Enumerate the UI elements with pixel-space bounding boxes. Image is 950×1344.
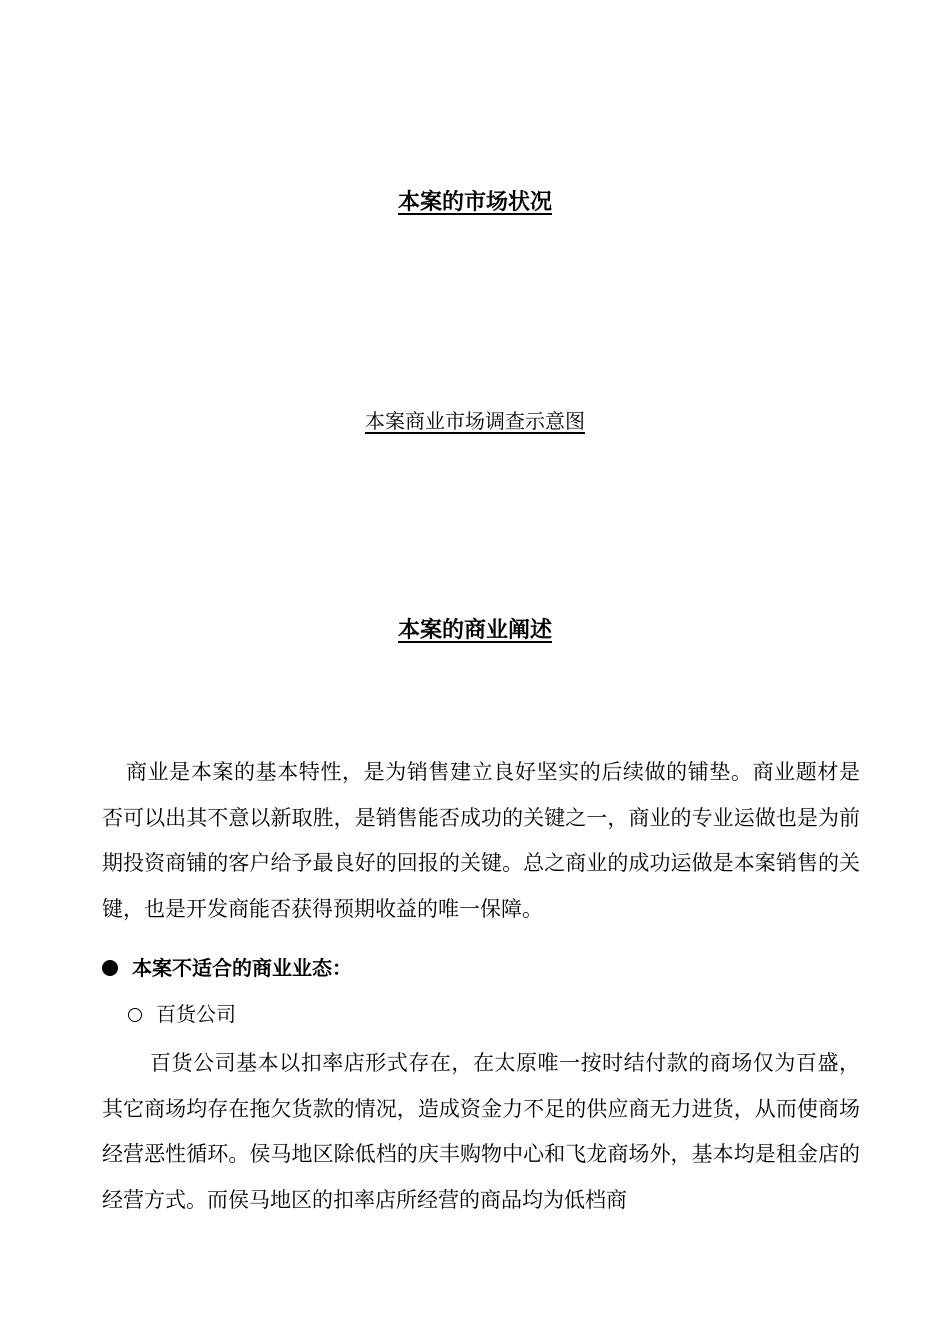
section-title-commercial-description: 本案的商业阐述 <box>397 618 552 643</box>
bullet-heading-text: 本案不适合的商业业态： <box>132 956 352 980</box>
sub-item-department-store <box>128 999 828 1029</box>
department-store-paragraph: 百货公司基本以扣率店形式存在，在太原唯一按时结付款的商场仅为百盛，其它商场均存在拖欠货款的情况，造成资金力不足的供应商无力进货，从而使商场经营恶性循环。侯马地区除低档的庆丰购物中心和飞龙商场外，基本均是租金店的经营方式。而侯马地区的扣率店所经营的商品均为低档商 <box>102 1051 860 1212</box>
bullet-unsuitable-formats <box>102 953 860 983</box>
hollow-bullet-icon <box>128 1008 142 1022</box>
intro-paragraph: 商业是本案的基本特性，是为销售建立良好坚实的后续做的铺垫。商业题材是否可以出其不意以新取胜，是销售能否成功的关键之一，商业的专业运做也是为前期投资商铺的客户给予最良好的回报的关键。总之商业的成功运做是本案销售的关键，也是开发商能否获得预期收益的唯一保障。 <box>102 760 860 921</box>
section-title-market-status: 本案的市场状况 <box>397 190 552 215</box>
sub-item-label: 百货公司 <box>156 1002 236 1026</box>
figure-caption: 本案商业市场调查示意图 <box>365 409 585 433</box>
filled-bullet-icon <box>102 960 118 976</box>
